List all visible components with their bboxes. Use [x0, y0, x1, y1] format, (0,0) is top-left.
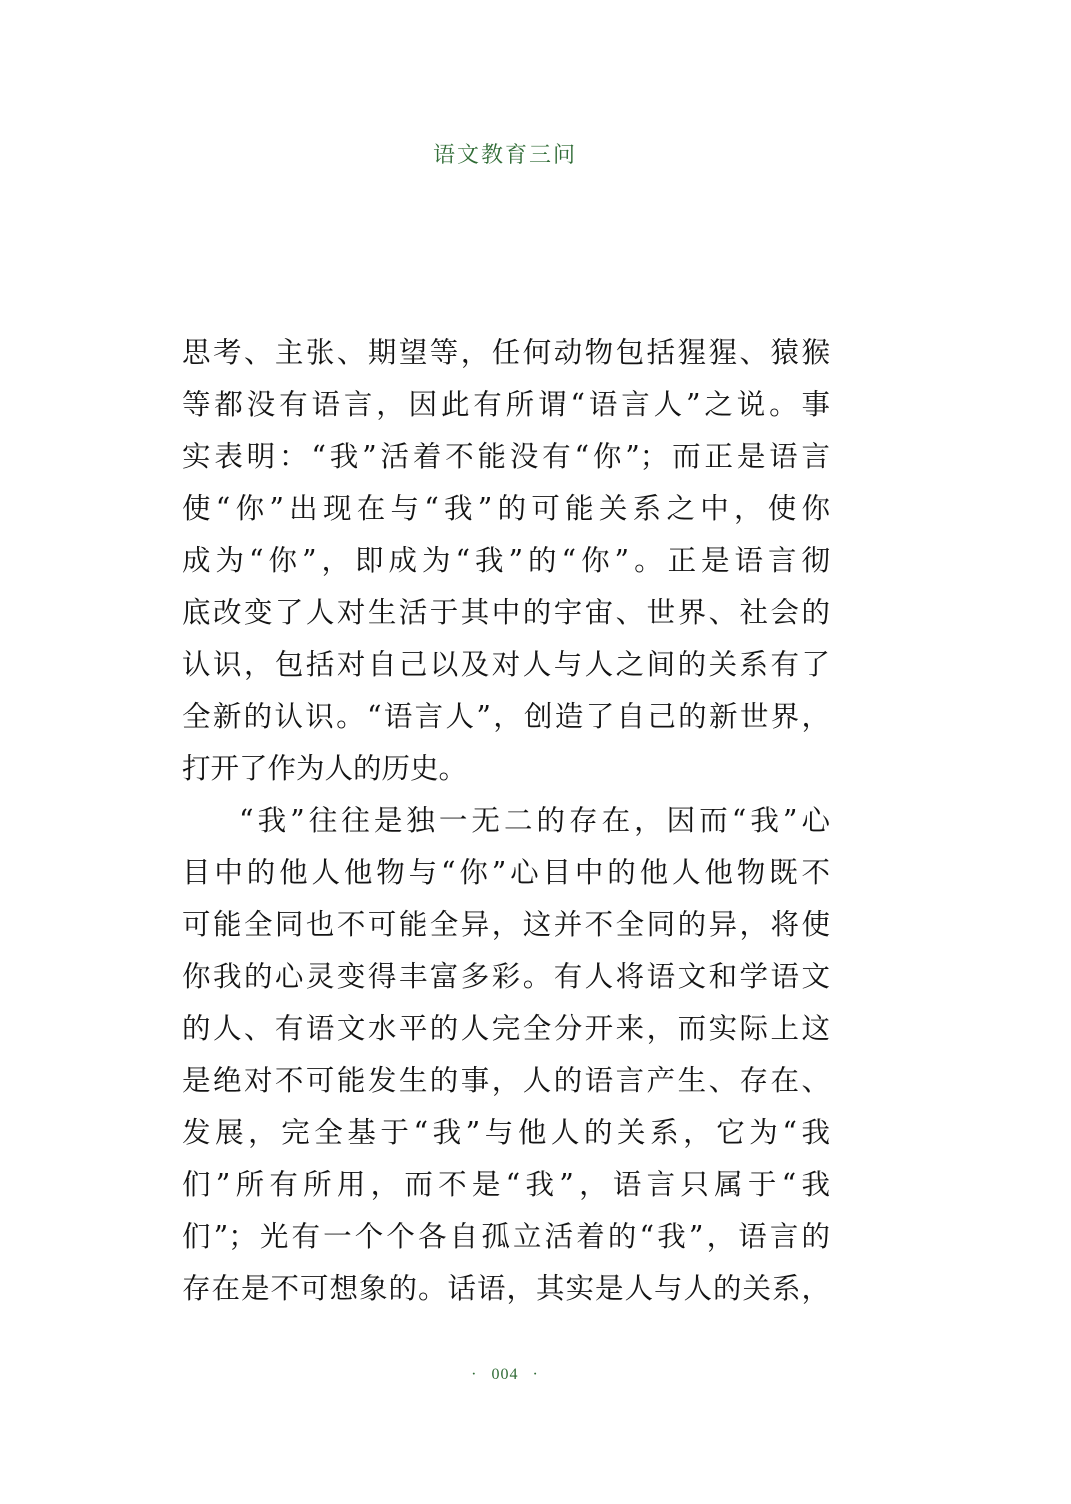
page-number: 004: [491, 1366, 519, 1383]
page-number-footer: [0, 1366, 1010, 1384]
text-line: 使“你”出现在与“我”的可能关系之中，使你: [182, 492, 830, 525]
text-line: 底改变了人对生活于其中的宇宙、世界、社会的: [182, 596, 830, 629]
text-line: 可能全同也不可能全异，这并不全同的异，将使: [182, 908, 830, 941]
text-line: 你我的心灵变得丰富多彩。有人将语文和学语文: [182, 960, 830, 993]
text-line: 打开了作为人的历史。: [182, 752, 468, 785]
folio-dot-right: ·: [532, 1366, 539, 1383]
text-line: 实表明：“我”活着不能没有“你”；而正是语言: [182, 440, 830, 473]
folio-dot-left: ·: [471, 1366, 478, 1383]
text-line: 是绝对不可能发生的事，人的语言产生、存在、: [182, 1064, 830, 1097]
text-line: 全新的认识。“语言人”，创造了自己的新世界，: [182, 700, 830, 733]
text-line: 的人、有语文水平的人完全分开来，而实际上这: [182, 1012, 830, 1045]
text-line: 目中的他人他物与“你”心目中的他人他物既不: [182, 856, 830, 889]
text-line: 等都没有语言，因此有所谓“语言人”之说。事: [182, 388, 830, 421]
text-line: 思考、主张、期望等，任何动物包括猩猩、猿猴: [182, 336, 830, 369]
text-line: 认识，包括对自己以及对人与人之间的关系有了: [182, 648, 830, 681]
text-line: 们”所有所用，而不是“我”，语言只属于“我: [182, 1168, 830, 1201]
text-line: 们”；光有一个个各自孤立活着的“我”，语言的: [182, 1220, 830, 1253]
text-line: 成为“你”，即成为“我”的“你”。正是语言彻: [182, 544, 830, 577]
text-line: 发展，完全基于“我”与他人的关系，它为“我: [182, 1116, 830, 1149]
text-line: “我”往往是独一无二的存在，因而“我”心: [239, 804, 830, 837]
body-text: [182, 327, 830, 1315]
running-head-title: 语文教育三问: [432, 143, 577, 168]
text-line: 存在是不可想象的。话语，其实是人与人的关系，: [182, 1272, 830, 1305]
